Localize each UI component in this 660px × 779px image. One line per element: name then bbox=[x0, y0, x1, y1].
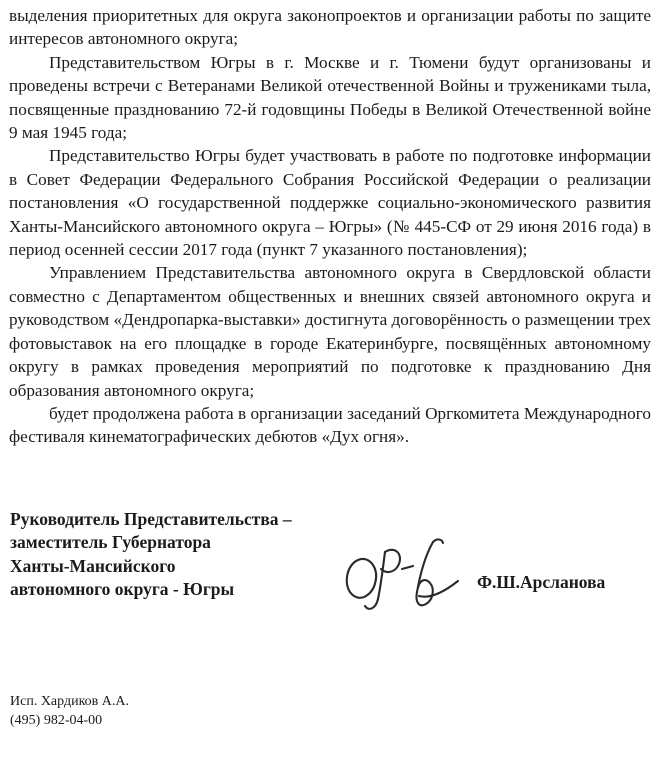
paragraph: Представительством Югры в г. Москве и г. Тюмени будут организованы и проведены встречи с Ветеранами Великой отечественной Войны и тружениками тыла, посвященные празднованию 72-й годовщины Победы в Великой Отечественной войне 9 мая 1945 года; bbox=[9, 52, 651, 143]
paragraph: выделения приоритетных для округа законопроектов и организации работы по защите интересов автономного округа; bbox=[9, 6, 651, 49]
paragraph: Представительство Югры будет участвовать в работе по подготовке информации в Совет Федерации Федерального Собрания Российской Федерации о реализации постановления «О государственной поддержке социально-экономического развития Ханты-Мансийского автономного округа – Югры» (№ 445-СФ от 29 июня 2016 года) в период осенней сессии 2017 года (пункт 7 указанного постановления); bbox=[9, 146, 651, 260]
signer-name: Ф.Ш.Арсланова bbox=[477, 572, 606, 592]
document-body bbox=[9, 4, 651, 449]
handwritten-signature-icon bbox=[340, 536, 462, 616]
document-footer bbox=[10, 693, 129, 730]
signer-title-line: автономного округа - Югры bbox=[10, 579, 235, 600]
paragraph: Управлением Представительства автономного округа в Свердловской области совместно с Департаментом общественных и внешних связей автономного округа и руководством «Дендропарка-выставки» достигнута договорённость о размещении трех фотовыставок на его площадке в городе Екатеринбурге, посвящённых автономному округу в рамках проведения мероприятий по подготовке к празднованию Дня образования автономного округа; bbox=[9, 263, 651, 400]
signer-title-line: заместитель Губернатора bbox=[10, 532, 211, 553]
signature-title-block bbox=[10, 508, 292, 602]
signer-title-line: Руководитель Представительства – bbox=[10, 509, 292, 529]
signer-title-line: Ханты-Мансийского bbox=[10, 555, 176, 576]
paragraph: будет продолжена работа в организации заседаний Оргкомитета Международного фестиваля кинематографических дебютов «Дух огня». bbox=[9, 403, 651, 447]
phone-line: (495) 982-04-00 bbox=[10, 712, 103, 728]
executor-line: Исп. Хардиков А.А. bbox=[10, 694, 129, 709]
